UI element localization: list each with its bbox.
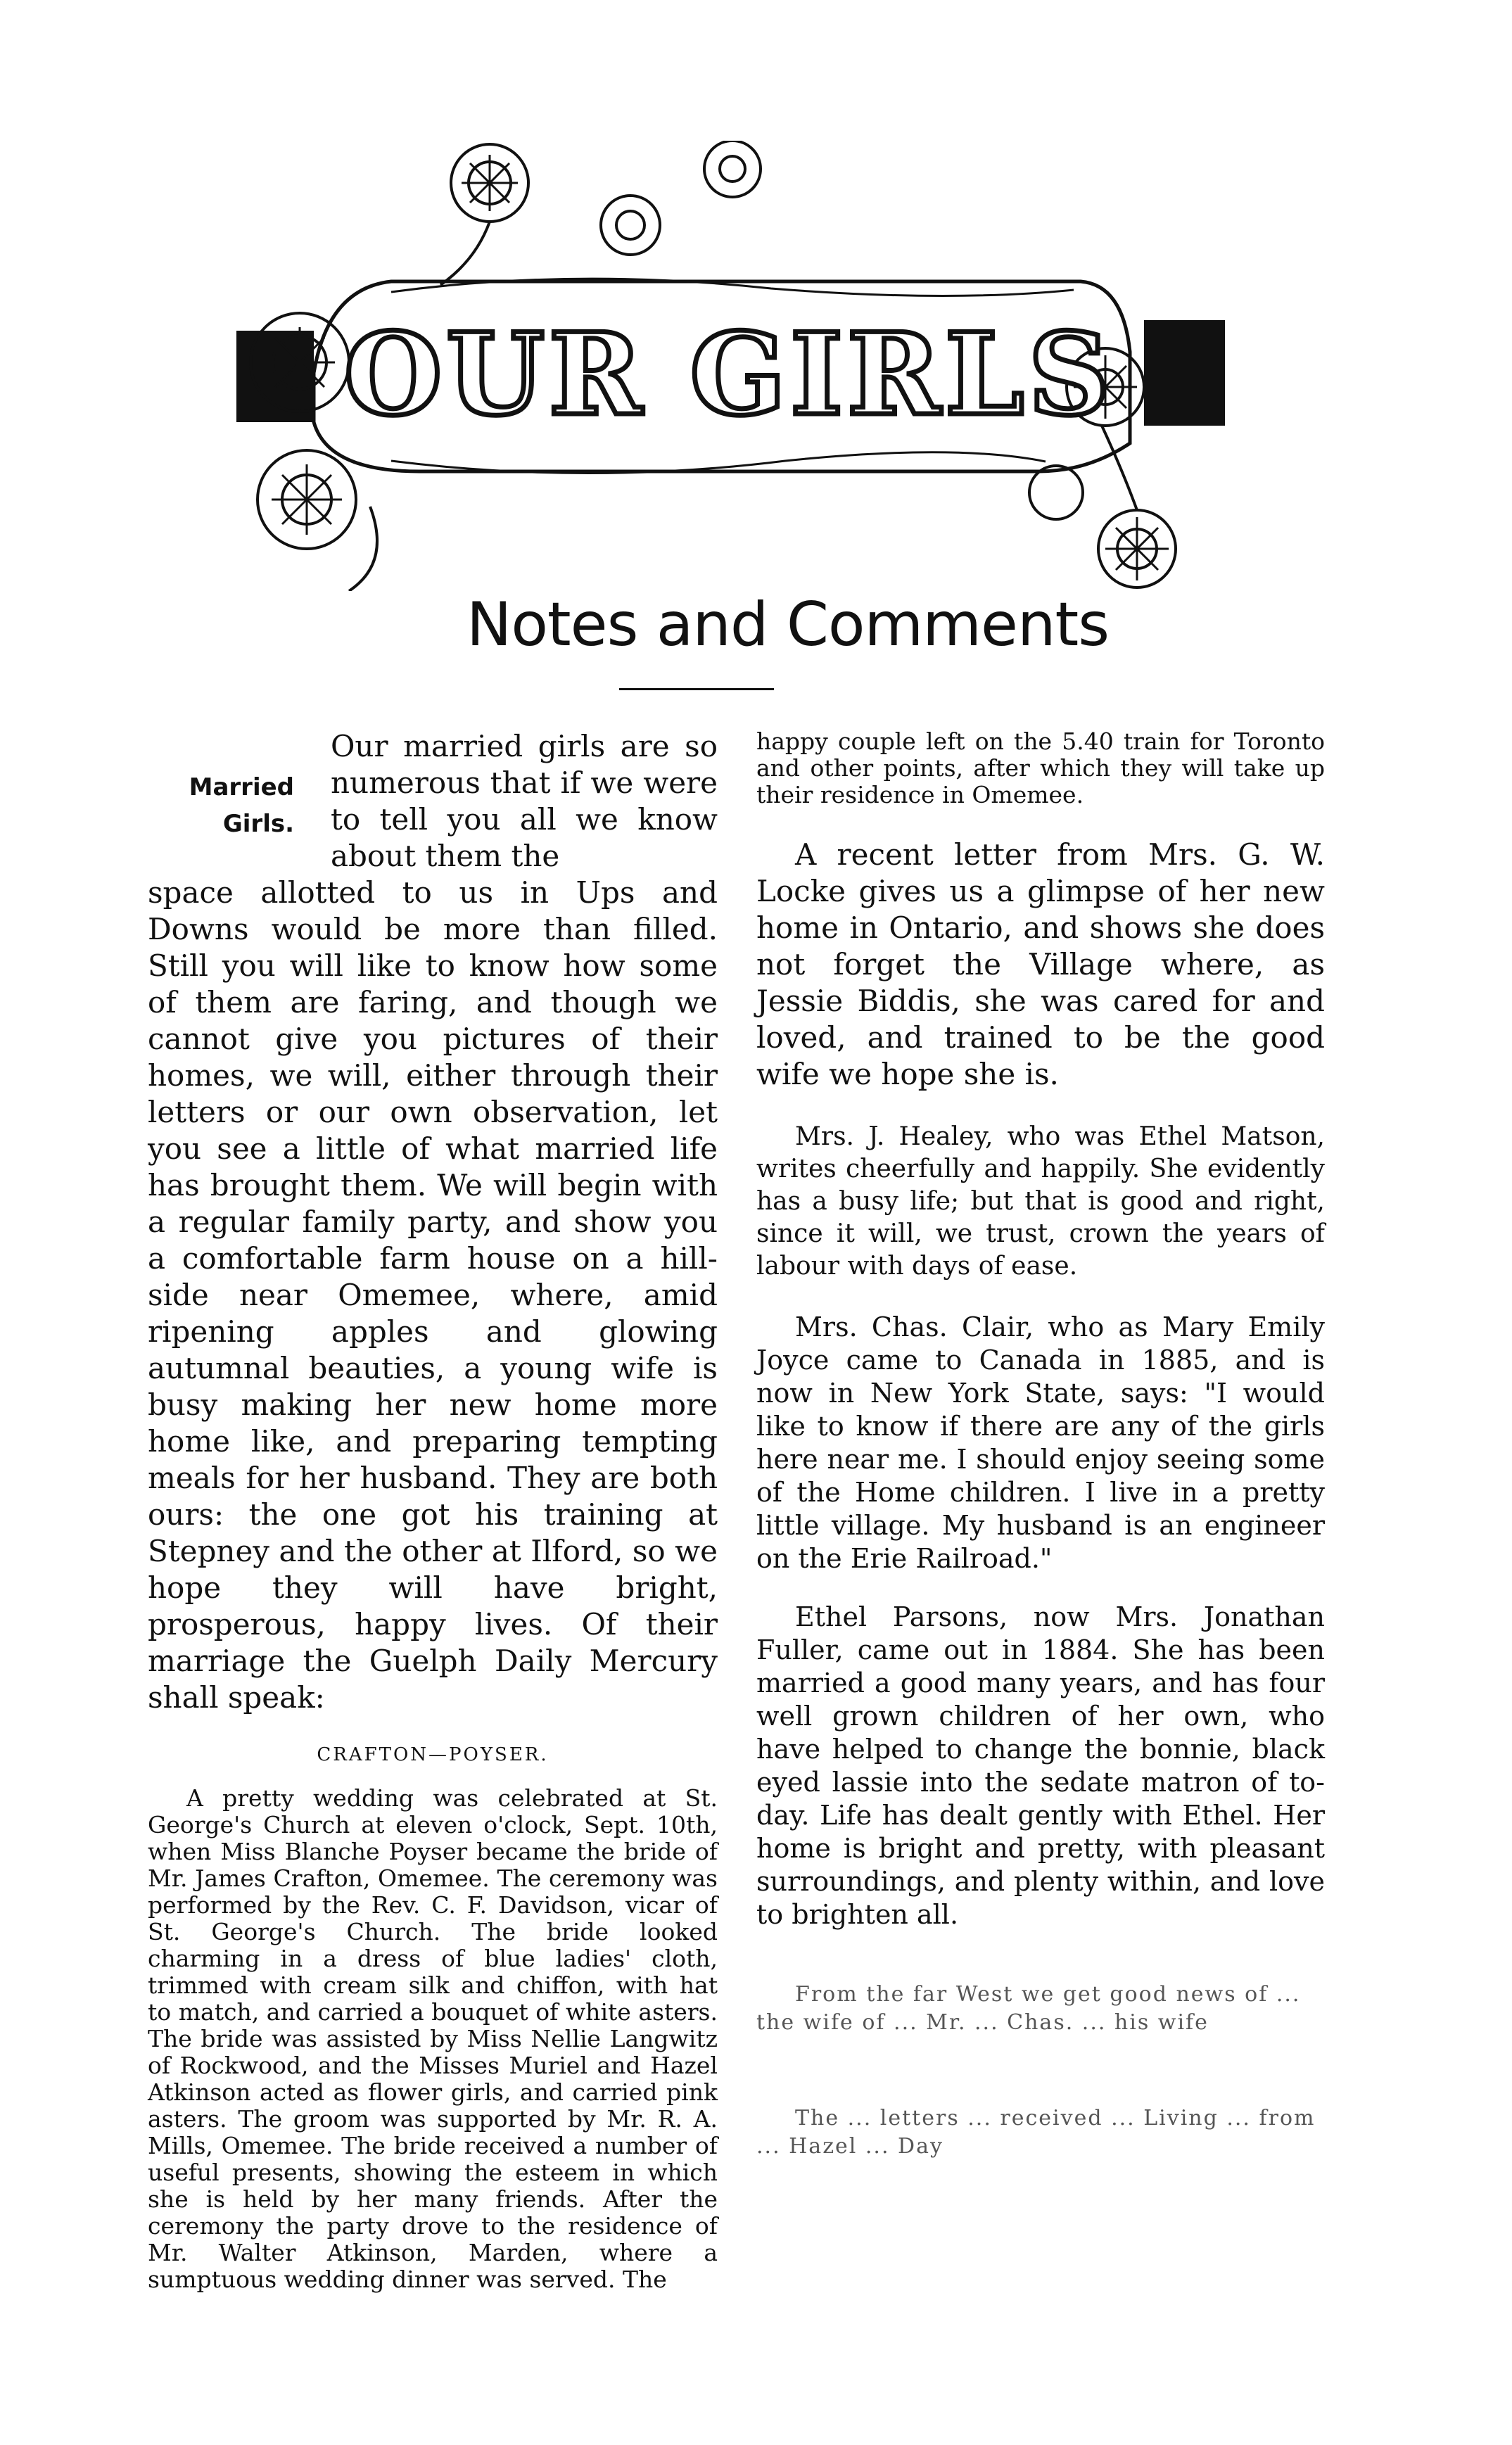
clair-paragraph: Mrs. Chas. Clair, who as Mary Emily Joyce came to Canada in 1885, and is now in New York State, says: "I would like to know if there are any of the girls here near me. I should enjoy seeing some of the Home children. I live in a pretty little village. My husband is an engineer on the Erie Railroad." xyxy=(756,1312,1325,1574)
left-column xyxy=(148,728,718,2293)
intro-paragraph: space allotted to us in Ups and Downs would be more than filled. Still you will like to know how some of them are faring, and though we cannot give you pictures of their homes, we will, either through their letters or our own observation, let you see a little of what married life has brought them. We will begin with a regular family party, and show you a comfortable farm house on a hill-side near Omemee, where, amid ripening apples and glowing autumnal beauties, a young wife is busy making her new home more home like, and preparing tempting meals for her husband. They are both ours: the one got his training at Stepney and the other at Ilford, so we hope they will have bright, prosperous, happy lives. Of their marriage the Guelph Daily Mercury shall speak: xyxy=(148,875,718,1715)
left-end-panel xyxy=(236,331,314,422)
locke-paragraph: A recent letter from Mrs. G. W. Locke gives us a glimpse of her new home in Ontario, and shows she does not forget the Village where, as Jessie Biddis, she was cared for and loved, and trained to be the good wife we hope she is. xyxy=(756,837,1325,1091)
masthead-title: OUR GIRLS xyxy=(343,308,1114,440)
right-column xyxy=(756,728,1325,2182)
our-girls-masthead-ornament xyxy=(208,141,1264,591)
wedding-report-continued: happy couple left on the 5.40 train for Toronto and other points, after which they will take up their residence in Omemee. xyxy=(756,728,1325,808)
right-end-panel xyxy=(1144,320,1225,426)
page-subtitle: Notes and Comments xyxy=(466,590,1109,660)
wedding-heading: CRAFTON—POYSER. xyxy=(317,1744,549,1765)
opening-lines: Our married girls are so numerous that if we were to tell you all we know about them the xyxy=(331,729,718,873)
divider-rule xyxy=(619,688,774,690)
faded-paragraph-1: From the far West we get good news of ... the wife of ... Mr. ... Chas. ... his wife xyxy=(756,1982,1301,2035)
wedding-report: A pretty wedding was celebrated at St. George's Church at eleven o'clock, Sept. 10th, when Miss Blanche Poyser became the bride of Mr. James Crafton, Omemee. The ceremony was performed by the Rev. C. F. Davidson, vicar of St. George's Church. The bride looked charming in a dress of blue ladies' cloth, trimmed with cream silk and chiffon, with hat to match, and carried a bouquet of white asters. The bride was assisted by Miss Nellie Langwitz of Rockwood, and the Misses Muriel and Hazel Atkinson acted as flower girls, and carried pink asters. The groom was supported by Mr. R. A. Mills, Omemee. The bride received a number of useful presents, showing the esteem in which she is held by her many friends. After the ceremony the party drove to the residence of Mr. Walter Atkinson, Marden, where a sumptuous wedding dinner was served. The xyxy=(148,1784,718,2293)
faded-paragraph-2: The ... letters ... received ... Living ... from ... Hazel ... Day xyxy=(756,2106,1316,2159)
married-girls-section xyxy=(148,728,718,875)
fuller-paragraph: Ethel Parsons, now Mrs. Jonathan Fuller, came out in 1884. She has been married a good many years, and has four well grown children of her own, who have helped to change the bonnie, black eyed lassie into the sedate matron of to-day. Life has dealt gently with Ethel. Her home is bright and pretty, with pleasant surroundings, and plenty within, and love to brighten all. xyxy=(756,1601,1325,1930)
healey-paragraph: Mrs. J. Healey, who was Ethel Matson, writes cheerfully and happily. She evidently has a busy life; but that is good and right, since it will, we trust, crown the years of labour with days of ease. xyxy=(756,1122,1325,1281)
side-heading: Married Girls. xyxy=(189,773,294,838)
